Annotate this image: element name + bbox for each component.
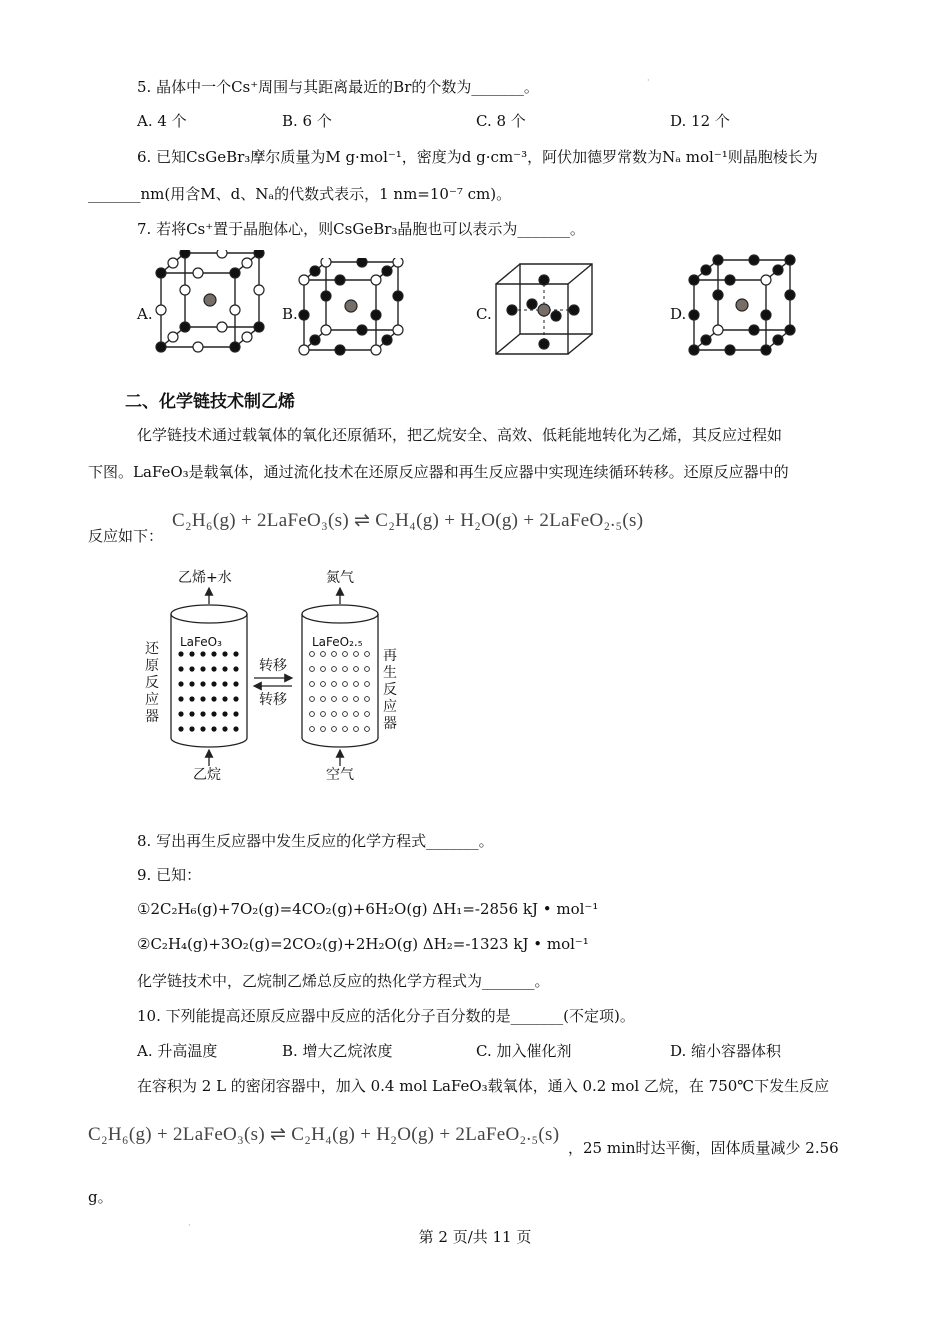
stray-dot-bottom: ·: [188, 1221, 191, 1230]
q9-question: 化学链技术中，乙烷制乙烯总反应的热化学方程式为_______。: [137, 972, 550, 990]
lafeo25-particle: [310, 667, 315, 672]
lafeo3-particle: [189, 666, 194, 671]
q5-option-d: D. 12 个: [670, 112, 730, 130]
lafeo3-particle: [178, 651, 183, 656]
reactor-diagram: [140, 562, 420, 794]
q7-label-a: A.: [137, 305, 153, 323]
lafeo25-particle: [343, 712, 348, 717]
lafeo3-particle: [211, 681, 216, 686]
lafeo3-particle: [222, 696, 227, 701]
q9-equation-1: ①2C₂H₆(g)+7O₂(g)=4CO₂(g)+6H₂O(g) ΔH₁=-2856 kJ • mol⁻¹: [137, 900, 599, 918]
left-output-label: 乙烯+水: [178, 570, 232, 586]
lafeo25-particle: [354, 667, 359, 672]
transfer-label-forward: 转移: [259, 658, 287, 674]
lafeo25-particle: [321, 682, 326, 687]
right-reactor-material: LaFeO₂.₅: [312, 635, 363, 649]
lafeo25-particle: [354, 652, 359, 657]
lafeo25-particle: [310, 697, 315, 702]
lafeo25-particle: [365, 682, 370, 687]
q8-stem: 8. 写出再生反应器中发生反应的化学方程式_______。: [137, 832, 494, 850]
left-reactor-material: LaFeO₃: [180, 635, 222, 649]
lafeo3-particle: [233, 681, 238, 686]
lafeo25-particle: [332, 667, 337, 672]
q6-line1: 6. 已知CsGeBr₃摩尔质量为M g·mol⁻¹，密度为d g·cm⁻³，阿伏加德罗常数为Nₐ mol⁻¹则晶胞棱长为: [137, 148, 818, 166]
lafeo25-particle: [343, 727, 348, 732]
section-intro-prefix: 反应如下：: [88, 527, 164, 545]
lafeo3-particle: [233, 711, 238, 716]
lafeo3-particle: [178, 726, 183, 731]
crystal-cell-d: [688, 254, 800, 366]
lafeo25-particle: [310, 727, 315, 732]
lafeo25-particle: [365, 652, 370, 657]
section-title: 二、化学链技术制乙烯: [125, 392, 295, 412]
crystal-cell-a: [155, 250, 271, 362]
q5-option-a: A. 4 个: [137, 112, 187, 130]
q9-stem: 9. 已知：: [137, 866, 202, 884]
lafeo25-particle: [343, 697, 348, 702]
lafeo3-particle: [233, 696, 238, 701]
lafeo25-particle: [343, 652, 348, 657]
reduction-equation: C₂H₆(g) + 2LaFeO₃(s) ⇌ C₂H₄(g) + H₂O(g) + 2LaFeO₂.₅(s): [172, 510, 644, 531]
lafeo3-particle: [178, 681, 183, 686]
lafeo3-particle: [178, 666, 183, 671]
lafeo25-particle: [310, 712, 315, 717]
lafeo3-particle: [211, 696, 216, 701]
lafeo3-particle: [222, 651, 227, 656]
q10-option-a: A. 升高温度: [137, 1042, 218, 1060]
q10-option-d: D. 缩小容器体积: [670, 1042, 782, 1060]
section-intro-line2: 下图。LaFeO₃是载氧体，通过流化技术在还原反应器和再生反应器中实现连续循环转移。还原反应器中的: [88, 463, 789, 481]
q5-option-b: B. 6 个: [282, 112, 332, 130]
lafeo25-particle: [365, 697, 370, 702]
lafeo3-particle: [211, 666, 216, 671]
lafeo3-particle: [178, 696, 183, 701]
lafeo25-particle: [332, 697, 337, 702]
right-output-label: 氮气: [326, 570, 354, 586]
q10-option-b: B. 增大乙烷浓度: [282, 1042, 393, 1060]
crystal-cell-c: [492, 258, 602, 362]
lafeo25-particle: [354, 682, 359, 687]
transfer-label-back: 转移: [259, 692, 287, 708]
right-input-label: 空气: [326, 767, 354, 783]
lafeo3-particle: [200, 681, 205, 686]
left-reactor-name: 还 原 反 应 器: [145, 641, 159, 725]
q7-stem: 7. 若将Cs⁺置于晶胞体心，则CsGeBr₃晶胞也可以表示为_______。: [137, 220, 585, 238]
lafeo25-particle: [365, 667, 370, 672]
lafeo25-particle: [321, 712, 326, 717]
lafeo25-particle: [321, 652, 326, 657]
lafeo3-particle: [222, 666, 227, 671]
lafeo3-particle: [200, 651, 205, 656]
q7-label-d: D.: [670, 305, 687, 323]
page-footer: 第 2 页/共 11 页: [418, 1228, 532, 1246]
q10-stem: 10. 下列能提高还原反应器中反应的活化分子百分数的是_______(不定项)。: [137, 1007, 635, 1025]
lafeo3-particle: [211, 726, 216, 731]
lafeo3-particle: [189, 726, 194, 731]
lafeo25-particle: [354, 697, 359, 702]
para-equation: C₂H₆(g) + 2LaFeO₃(s) ⇌ C₂H₄(g) + H₂O(g) + 2LaFeO₂.₅(s): [88, 1124, 560, 1145]
lafeo3-particle: [233, 726, 238, 731]
lafeo25-particle: [321, 727, 326, 732]
lafeo3-particle: [200, 696, 205, 701]
crystal-cell-b: [298, 258, 408, 368]
lafeo25-particle: [354, 727, 359, 732]
q5-option-c: C. 8 个: [476, 112, 526, 130]
q5-stem: 5. 晶体中一个Cs⁺周围与其距离最近的Br的个数为_______。: [137, 78, 539, 96]
lafeo3-particle: [178, 711, 183, 716]
lafeo25-particle: [310, 682, 315, 687]
lafeo3-particle: [200, 666, 205, 671]
q9-equation-2: ②C₂H₄(g)+3O₂(g)=2CO₂(g)+2H₂O(g) ΔH₂=-1323 kJ • mol⁻¹: [137, 935, 589, 953]
q7-label-c: C.: [476, 305, 492, 323]
q6-line2: _______nm(用含M、d、Nₐ的代数式表示，1 nm=10⁻⁷ cm)。: [88, 185, 512, 203]
lafeo25-particle: [332, 682, 337, 687]
lafeo25-particle: [365, 727, 370, 732]
lafeo25-particle: [332, 727, 337, 732]
lafeo3-particle: [233, 666, 238, 671]
section-intro-line1: 化学链技术通过载氧体的氧化还原循环，把乙烷安全、高效、低耗能地转化为乙烯，其反应过程如: [137, 426, 783, 444]
q10-option-c: C. 加入催化剂: [476, 1042, 572, 1060]
lafeo3-particle: [222, 711, 227, 716]
lafeo25-particle: [354, 712, 359, 717]
q7-label-b: B.: [282, 305, 298, 323]
lafeo3-particle: [233, 651, 238, 656]
lafeo3-particle: [189, 696, 194, 701]
lafeo3-particle: [189, 651, 194, 656]
lafeo25-particle: [365, 712, 370, 717]
para-line3: g。: [88, 1188, 113, 1206]
stray-dot: ·: [647, 76, 650, 85]
lafeo25-particle: [332, 712, 337, 717]
lafeo3-particle: [200, 711, 205, 716]
lafeo3-particle: [211, 651, 216, 656]
lafeo3-particle: [189, 711, 194, 716]
lafeo25-particle: [310, 652, 315, 657]
lafeo3-particle: [189, 681, 194, 686]
para-tail: ，25 min时达平衡，固体质量减少 2.56: [568, 1139, 839, 1157]
lafeo3-particle: [222, 681, 227, 686]
lafeo3-particle: [211, 711, 216, 716]
lafeo25-particle: [321, 667, 326, 672]
lafeo25-particle: [343, 667, 348, 672]
right-reactor-name: 再 生 反 应 器: [383, 648, 397, 732]
lafeo25-particle: [343, 682, 348, 687]
lafeo25-particle: [321, 697, 326, 702]
lafeo3-particle: [222, 726, 227, 731]
lafeo25-particle: [332, 652, 337, 657]
left-input-label: 乙烷: [193, 767, 221, 783]
para-line1: 在容积为 2 L 的密闭容器中，加入 0.4 mol LaFeO₃载氧体，通入 0.2 mol 乙烷，在 750℃下发生反应: [137, 1077, 830, 1095]
lafeo3-particle: [200, 726, 205, 731]
